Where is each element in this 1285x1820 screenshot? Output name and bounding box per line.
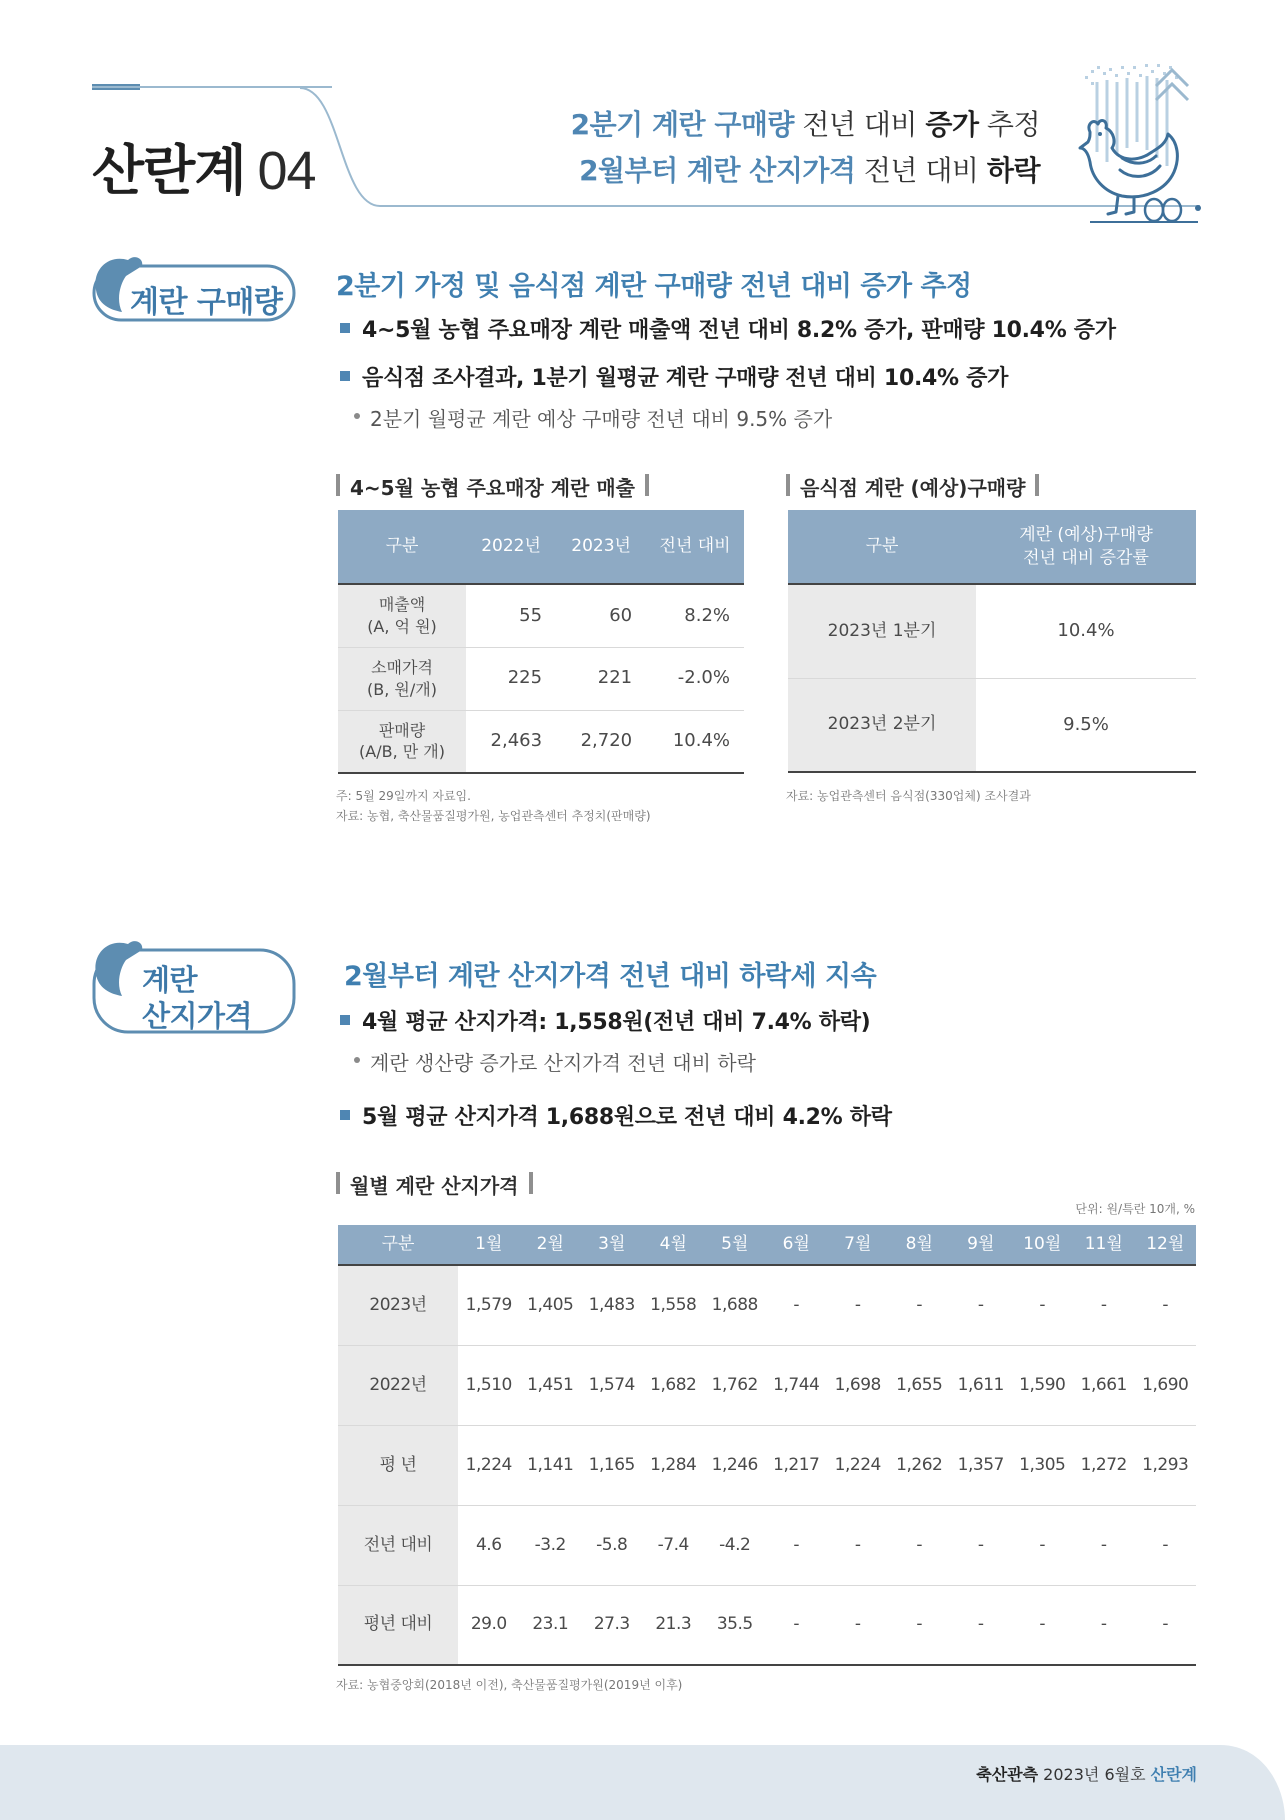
- table2-header: 구분: [788, 510, 976, 584]
- table2-note: 자료: 농업관측센터 음식점(330업체) 조사결과: [786, 789, 1031, 803]
- section1-sub-bullet: 2분기 월평균 계란 예상 구매량 전년 대비 9.5% 증가: [350, 403, 832, 432]
- table-cell: 35.5: [704, 1585, 766, 1665]
- table3-header: 6월: [766, 1225, 828, 1265]
- table-row: [338, 1265, 1196, 1345]
- page-title-number: 04: [257, 141, 316, 201]
- row-label: 소매가격 (B, 원/개): [338, 647, 466, 710]
- table-cell: -: [766, 1585, 828, 1665]
- section1-bullet-2: 음식점 조사결과, 1분기 월평균 계란 구매량 전년 대비 10.4% 증가: [340, 361, 1008, 392]
- monthly-farm-price-table: [338, 1225, 1196, 1666]
- row-label: 매출액 (A, 억 원): [338, 584, 466, 647]
- badge-egg-purchase: [86, 250, 300, 330]
- table1-header: 2023년: [556, 510, 646, 584]
- table-cell: 55: [466, 584, 556, 647]
- table-cell: 1,682: [643, 1345, 705, 1425]
- table-cell: 1,611: [950, 1345, 1012, 1425]
- badge-label-line2: 산지가격: [142, 999, 253, 1033]
- table-cell: -: [766, 1265, 828, 1345]
- table-cell: 1,246: [704, 1425, 766, 1505]
- table-cell: 1,762: [704, 1345, 766, 1425]
- table-cell: -3.2: [520, 1505, 582, 1585]
- table-cell: 1,574: [581, 1345, 643, 1425]
- table-cell: -7.4: [643, 1505, 705, 1585]
- table-cell: -: [827, 1505, 889, 1585]
- table3-header: 구분: [338, 1225, 458, 1265]
- table-cell: 1,141: [520, 1425, 582, 1505]
- table-cell: 225: [466, 647, 556, 710]
- table-cell: 1,405: [520, 1265, 582, 1345]
- badge-egg-farm-price: [86, 930, 300, 1040]
- table-cell: 1,690: [1135, 1345, 1197, 1425]
- table-cell: 10.4%: [976, 584, 1196, 678]
- header-subtitle-1: 2분기 계란 구매량 전년 대비 증가 추정: [570, 108, 1040, 141]
- table-cell: -: [1135, 1505, 1197, 1585]
- header-subtitle-2: 2월부터 계란 산지가격 전년 대비 하락: [579, 154, 1040, 187]
- table-cell: 1,217: [766, 1425, 828, 1505]
- table-cell: -: [827, 1265, 889, 1345]
- table-cell: -: [889, 1505, 951, 1585]
- table3-header: 12월: [1135, 1225, 1197, 1265]
- page-title-main: 산란계: [92, 139, 246, 202]
- table3-caption: 월별 계란 산지가격: [336, 1170, 533, 1199]
- table3-unit: 단위: 원/특란 10개, %: [1075, 1202, 1195, 1216]
- table-cell: -: [950, 1265, 1012, 1345]
- table3-header: 1월: [458, 1225, 520, 1265]
- table-cell: -: [1135, 1585, 1197, 1665]
- table-cell: 1,510: [458, 1345, 520, 1425]
- row-label: 2022년: [338, 1345, 458, 1425]
- table-cell: 8.2%: [646, 584, 744, 647]
- table-cell: 29.0: [458, 1585, 520, 1665]
- table-cell: 1,451: [520, 1345, 582, 1425]
- hen-illustration-icon: [1060, 62, 1210, 232]
- table-row: [338, 710, 744, 773]
- table-cell: -: [1012, 1505, 1074, 1585]
- table-cell: 1,483: [581, 1265, 643, 1345]
- table-cell: 1,744: [766, 1345, 828, 1425]
- header-rule: [92, 86, 332, 88]
- restaurant-purchase-table: [788, 510, 1196, 773]
- table2-header: 계란 (예상)구매량 전년 대비 증감률: [976, 510, 1196, 584]
- badge-label: 계란 구매량: [130, 285, 283, 320]
- section2-bullet-2: 5월 평균 산지가격 1,688원으로 전년 대비 4.2% 하락: [340, 1100, 892, 1131]
- table-cell: -: [950, 1585, 1012, 1665]
- table-cell: -: [1073, 1505, 1135, 1585]
- page-title: [92, 128, 316, 205]
- table-row: [338, 1345, 1196, 1425]
- table-cell: 1,284: [643, 1425, 705, 1505]
- table1-note: 주: 5월 29일까지 자료임. 자료: 농협, 축산물품질평가원, 농업관측센터 추정치(판매량): [336, 789, 651, 823]
- table-row: [788, 584, 1196, 678]
- table3-header: 4월: [643, 1225, 705, 1265]
- table-row: [338, 584, 744, 647]
- table-cell: 1,357: [950, 1425, 1012, 1505]
- table-cell: 1,272: [1073, 1425, 1135, 1505]
- row-label: 판매량 (A/B, 만 개): [338, 710, 466, 773]
- table-row: [338, 1505, 1196, 1585]
- table3-note: 자료: 농협중앙회(2018년 이전), 축산물품질평가원(2019년 이후): [336, 1678, 683, 1692]
- table-cell: -5.8: [581, 1505, 643, 1585]
- table-cell: 2,463: [466, 710, 556, 773]
- table-cell: 27.3: [581, 1585, 643, 1665]
- table-row: [338, 1425, 1196, 1505]
- table-cell: -4.2: [704, 1505, 766, 1585]
- table-cell: 1,224: [458, 1425, 520, 1505]
- footer-publication: 축산관측 2023년 6월호 산란계: [976, 1765, 1197, 1784]
- table-cell: -: [889, 1265, 951, 1345]
- table3-header: 8월: [889, 1225, 951, 1265]
- table-cell: -: [889, 1585, 951, 1665]
- table-row: [338, 647, 744, 710]
- table-cell: 1,688: [704, 1265, 766, 1345]
- table-cell: 9.5%: [976, 678, 1196, 772]
- table1-caption: 4~5월 농협 주요매장 계란 매출: [336, 472, 649, 501]
- table-cell: 1,661: [1073, 1345, 1135, 1425]
- table2-caption: 음식점 계란 (예상)구매량: [786, 472, 1039, 501]
- table-cell: -: [1073, 1585, 1135, 1665]
- table-cell: 221: [556, 647, 646, 710]
- table-cell: 1,305: [1012, 1425, 1074, 1505]
- row-label: 2023년: [338, 1265, 458, 1345]
- farm-store-sales-table: [338, 510, 744, 774]
- table3-header: 9월: [950, 1225, 1012, 1265]
- table1-header: 전년 대비: [646, 510, 744, 584]
- table3-header: 3월: [581, 1225, 643, 1265]
- table-cell: 1,655: [889, 1345, 951, 1425]
- table-cell: -: [1012, 1585, 1074, 1665]
- table-cell: -: [1012, 1265, 1074, 1345]
- table-cell: 2,720: [556, 710, 646, 773]
- table-cell: -: [1073, 1265, 1135, 1345]
- table1-header: 2022년: [466, 510, 556, 584]
- row-label: 전년 대비: [338, 1505, 458, 1585]
- row-label: 2023년 2분기: [788, 678, 976, 772]
- table-cell: 1,558: [643, 1265, 705, 1345]
- badge-label-line1: 계란: [142, 963, 198, 997]
- section2-sub-bullet: 계란 생산량 증가로 산지가격 전년 대비 하락: [350, 1047, 756, 1076]
- section2-title: 2월부터 계란 산지가격 전년 대비 하락세 지속: [344, 961, 877, 992]
- table-cell: 21.3: [643, 1585, 705, 1665]
- row-label: 2023년 1분기: [788, 584, 976, 678]
- table3-header: 10월: [1012, 1225, 1074, 1265]
- table3-header: 11월: [1073, 1225, 1135, 1265]
- table-cell: 1,224: [827, 1425, 889, 1505]
- table-row: [788, 678, 1196, 772]
- table-cell: -2.0%: [646, 647, 744, 710]
- table1-header: 구분: [338, 510, 466, 584]
- table3-header: 2월: [520, 1225, 582, 1265]
- table-cell: -: [827, 1585, 889, 1665]
- table-cell: -: [766, 1505, 828, 1585]
- row-label: 평년 대비: [338, 1585, 458, 1665]
- table3-header: 7월: [827, 1225, 889, 1265]
- section1-title: 2분기 가정 및 음식점 계란 구매량 전년 대비 증가 추정: [336, 271, 972, 302]
- table-cell: 1,579: [458, 1265, 520, 1345]
- table-cell: -: [1135, 1265, 1197, 1345]
- table-cell: 10.4%: [646, 710, 744, 773]
- table-cell: 1,590: [1012, 1345, 1074, 1425]
- table-cell: 60: [556, 584, 646, 647]
- table-cell: 1,262: [889, 1425, 951, 1505]
- table-row: [338, 1585, 1196, 1665]
- table-cell: -: [950, 1505, 1012, 1585]
- table-cell: 1,698: [827, 1345, 889, 1425]
- table-cell: 1,293: [1135, 1425, 1197, 1505]
- table3-header: 5월: [704, 1225, 766, 1265]
- table-cell: 1,165: [581, 1425, 643, 1505]
- row-label: 평 년: [338, 1425, 458, 1505]
- table-cell: 4.6: [458, 1505, 520, 1585]
- table-cell: 23.1: [520, 1585, 582, 1665]
- section1-bullet-1: 4~5월 농협 주요매장 계란 매출액 전년 대비 8.2% 증가, 판매량 10.4% 증가: [340, 313, 1116, 344]
- section2-bullet-1: 4월 평균 산지가격: 1,558원(전년 대비 7.4% 하락): [340, 1005, 870, 1036]
